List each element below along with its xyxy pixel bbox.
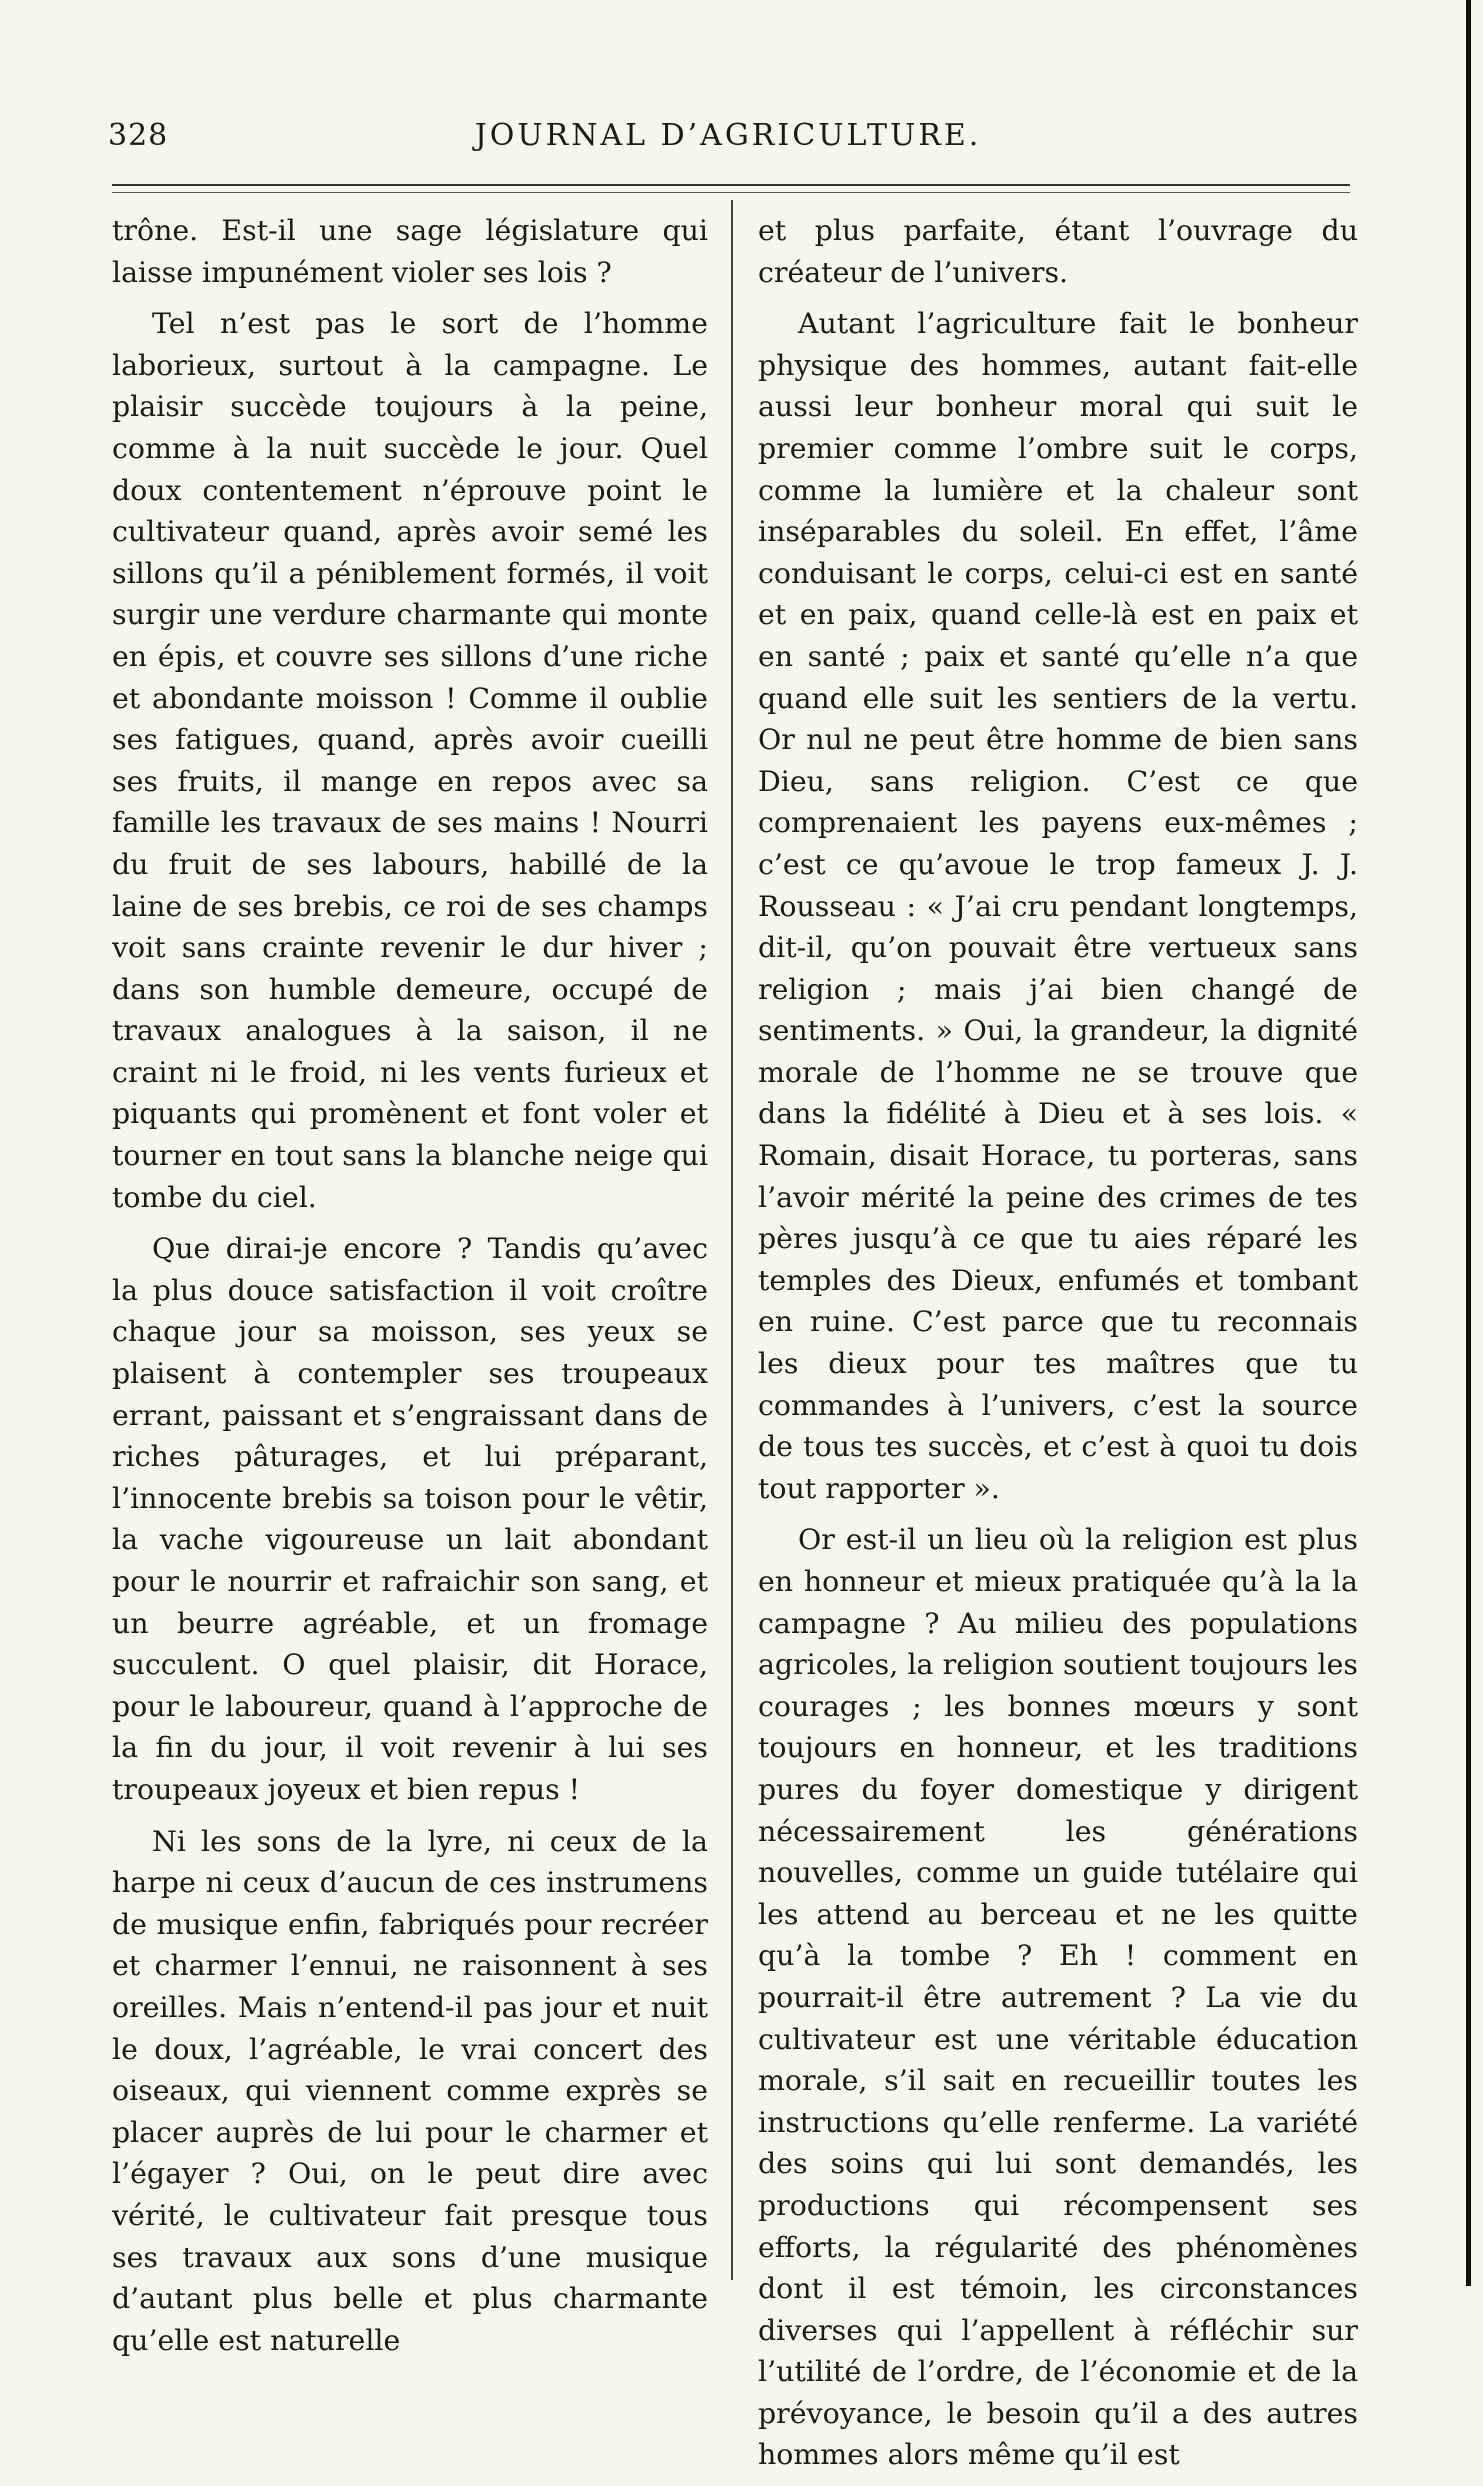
paragraph: Autant l’agriculture fait le bonheur physique des hommes, autant fait-elle aussi leur bonheur moral qui suit le premier comme l’ombre suit le corps, comme la lumière et la chaleur sont inséparables du soleil. En effet, l’âme conduisant le corps, celui-ci est en santé et en paix, quand celle-là est en paix et en santé ; paix et santé qu’elle n’a que quand elle suit les sentiers de la vertu. Or nul ne peut être homme de bien sans Dieu, sans religion. C’est ce que comprenaient les payens eux-mêmes ; c’est ce qu’avoue le trop fameux J. J. Rousseau : « J’ai cru pendant longtemps, dit-il, qu’on pouvait être vertueux sans religion ; mais j’ai bien changé de sentiments. » Oui, la grandeur, la dignité morale de l’homme ne se trouve que dans la fidélité à Dieu et à ses lois. « Romain, disait Horace, tu porteras, sans l’avoir mérité la peine des crimes de tes pères jusqu’à ce que tu aies réparé les temples des Dieux, enfumés et tombant en ruine. C’est parce que tu reconnais les dieux pour tes maîtres que tu commandes à l’univers, c’est la source de tous tes succès, et c’est à quoi tu dois tout rapporter ».: [758, 307, 1358, 1505]
right-column: [758, 210, 1358, 2486]
left-column: [112, 210, 708, 2371]
paragraph: Que dirai-je encore ? Tandis qu’avec la plus douce satisfaction il voit croître chaque jour sa moisson, ses yeux se plaisent à contempler ses troupeaux errant, paissant et s’engraissant dans de riches pâturages, et lui préparant, l’innocente brebis sa toison pour le vêtir, la vache vigoureuse un lait abondant pour le nourrir et rafraichir son sang, et un beurre agréable, et un fromage succulent. O quel plaisir, dit Horace, pour le laboureur, quand à l’approche de la fin du jour, il voit revenir à lui ses troupeaux joyeux et bien repus !: [112, 1232, 708, 1806]
page-edge-rule: [1466, 0, 1471, 2286]
page-number: 328: [108, 118, 169, 153]
header-rule-top: [112, 184, 1350, 186]
column-divider: [731, 200, 733, 2280]
paragraph: Ni les sons de la lyre, ni ceux de la harpe ni ceux d’aucun de ces instrumens de musique enfin, fabriqués pour recréer et charmer l’ennui, ne raisonnent à ses oreilles. Mais n’entend-il pas jour et nuit le doux, l’agréable, le vrai concert des oiseaux, qui viennent comme exprès se placer auprès de lui pour le charmer et l’égayer ? Oui, on le peut dire avec vérité, le cultivateur fait presque tous ses travaux aux sons d’une musique d’autant plus belle et plus charmante qu’elle est naturelle: [112, 1824, 708, 2357]
paragraph: trône. Est-il une sage législature qui laisse impunément violer ses lois ?: [112, 214, 708, 289]
header-rule-bottom: [112, 192, 1350, 193]
paragraph: et plus parfaite, étant l’ouvrage du créateur de l’univers.: [758, 214, 1358, 289]
paragraph: Or est-il un lieu où la religion est plus en honneur et mieux pratiquée qu’à la la campagne ? Au milieu des populations agricoles, la religion soutient toujours les courages ; les bonnes mœurs y sont toujours en honneur, et les traditions pures du foyer domestique y dirigent nécessairement les générations nouvelles, comme un guide tutélaire qui les attend au berceau et ne les quitte qu’à la tombe ? Eh ! comment en pourrait-il être autrement ? La vie du cultivateur est une véritable éducation morale, s’il sait en recueillir toutes les instructions qu’elle renferme. La variété des soins qui lui sont demandés, les productions qui récompensent ses efforts, la régularité des phénomènes dont il est témoin, les circonstances diverses qui l’appellent à réfléchir sur l’utilité de l’ordre, de l’économie et de la prévoyance, le besoin qu’il a des autres hommes alors même qu’il est: [758, 1523, 1358, 2472]
running-head: [108, 118, 1348, 168]
paragraph: Tel n’est pas le sort de l’homme laborieux, surtout à la campagne. Le plaisir succède toujours à la peine, comme à la nuit succède le jour. Quel doux contentement n’éprouve point le cultivateur quand, après avoir semé les sillons qu’il a péniblement formés, il voit surgir une verdure charmante qui monte en épis, et couvre ses sillons d’une riche et abondante moisson ! Comme il oublie ses fatigues, quand, après avoir cueilli ses fruits, il mange en repos avec sa famille les travaux de ses mains ! Nourri du fruit de ses labours, habillé de la laine de ses brebis, ce roi de ses champs voit sans crainte revenir le dur hiver ; dans son humble demeure, occupé de travaux analogues à la saison, il ne craint ni le froid, ni les vents furieux et piquants qui promènent et font voler et tourner en tout sans la blanche neige qui tombe du ciel.: [112, 307, 708, 1214]
journal-title: JOURNAL D’AGRICULTURE.: [474, 118, 982, 153]
